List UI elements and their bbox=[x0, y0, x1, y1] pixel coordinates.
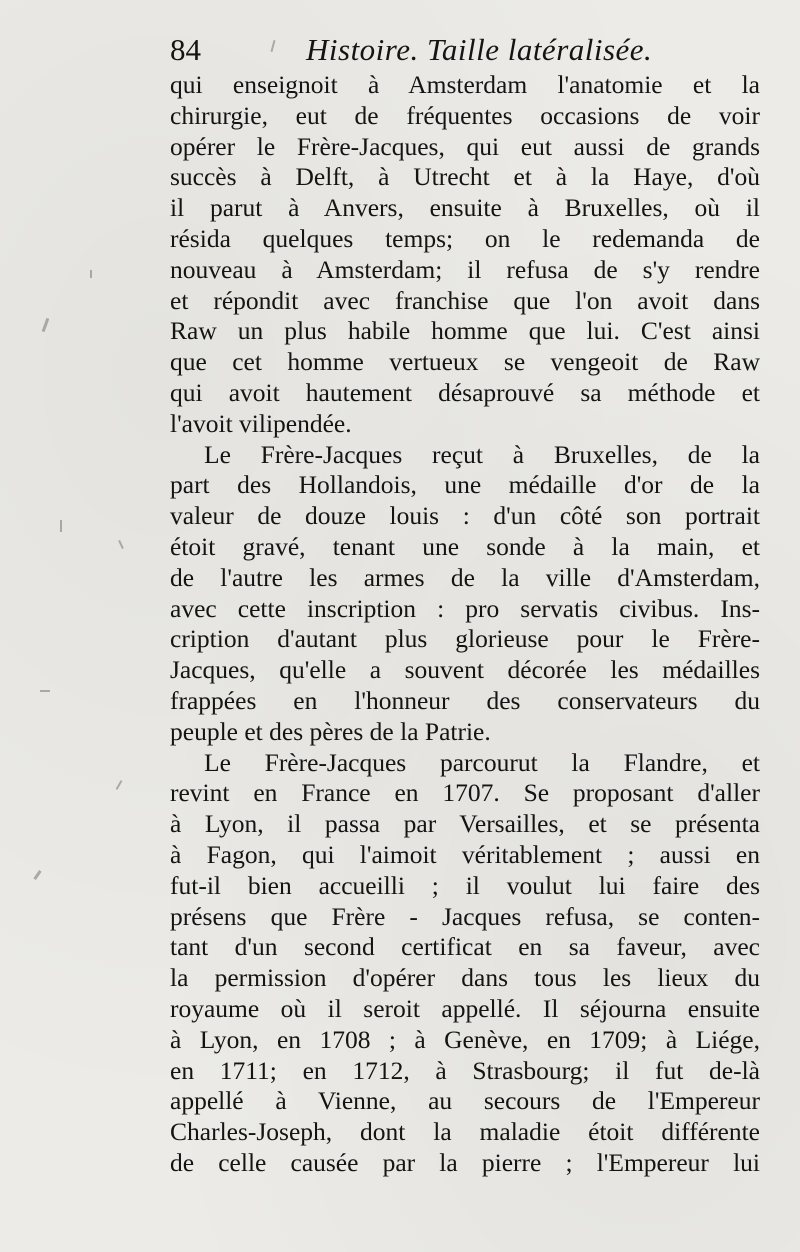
text-line: l'avoit vilipendée. bbox=[170, 408, 352, 438]
text-line: avec cette inscription : pro servatis civibus. Ins- bbox=[170, 593, 760, 623]
paper-speck bbox=[40, 690, 50, 692]
running-title: Histoire. Taille latéralisée. bbox=[306, 32, 653, 67]
text-line: opérer le Frère-Jacques, qui eut aussi de grands bbox=[170, 131, 760, 161]
paper-speck bbox=[90, 270, 92, 278]
page-number: 84 bbox=[170, 32, 201, 67]
text-line: frappées en l'honneur des conservateurs du bbox=[170, 685, 760, 715]
paragraph-first-line: Le Frère-Jacques reçut à Bruxelles, de la bbox=[204, 439, 760, 469]
text-line: peuple et des pères de la Patrie. bbox=[170, 716, 491, 746]
text-line: cription d'autant plus glorieuse pour le Frère- bbox=[170, 624, 760, 654]
text-line: royaume où il seroit appellé. Il séjourna ensuite bbox=[170, 993, 760, 1023]
text-line: succès à Delft, à Utrecht et à la Haye, d'où bbox=[170, 162, 760, 192]
text-line: la permission d'opérer dans tous les lieux du bbox=[170, 963, 760, 993]
text-line: présens que Frère - Jacques refusa, se conten- bbox=[170, 901, 760, 931]
text-line: à Fagon, qui l'aimoit véritablement ; aussi en bbox=[170, 839, 760, 869]
paper-speck bbox=[116, 780, 123, 790]
text-line: qui avoit hautement désaprouvé sa méthode et bbox=[170, 377, 760, 407]
page-header bbox=[170, 30, 760, 70]
text-line: part des Hollandois, une médaille d'or de la bbox=[170, 470, 760, 500]
text-line: de l'autre les armes de la ville d'Amsterdam, bbox=[170, 562, 760, 592]
text-line: étoit gravé, tenant une sonde à la main, et bbox=[170, 531, 760, 561]
text-line: Raw un plus habile homme que lui. C'est ainsi bbox=[170, 316, 760, 346]
text-line: Jacques, qu'elle a souvent décorée les médailles bbox=[170, 655, 760, 685]
text-line: nouveau à Amsterdam; il refusa de s'y rendre bbox=[170, 254, 760, 284]
paper-speck bbox=[118, 540, 124, 549]
body-text bbox=[170, 70, 760, 1179]
text-line: fut-il bien accueilli ; il voulut lui faire des bbox=[170, 870, 760, 900]
text-line: qui enseignoit à Amsterdam l'anatomie et la bbox=[170, 70, 760, 99]
paper-speck bbox=[60, 520, 62, 532]
text-line: revint en France en 1707. Se proposant d'aller bbox=[170, 778, 760, 808]
paragraph-first-line: Le Frère-Jacques parcourut la Flandre, et bbox=[204, 747, 760, 777]
text-line: chirurgie, eut de fréquentes occasions de voir bbox=[170, 100, 760, 130]
paper-speck bbox=[42, 318, 50, 332]
text-line: il parut à Anvers, ensuite à Bruxelles, où il bbox=[170, 193, 760, 223]
text-line: tant d'un second certificat en sa faveur, avec bbox=[170, 932, 760, 962]
text-line: que cet homme vertueux se vengeoit de Raw bbox=[170, 347, 760, 377]
text-line: valeur de douze louis : d'un côté son portrait bbox=[170, 501, 760, 531]
text-line: et répondit avec franchise que l'on avoit dans bbox=[170, 285, 760, 315]
text-line: appellé à Vienne, au secours de l'Empereur bbox=[170, 1086, 760, 1116]
text-line: de celle causée par la pierre ; l'Empereur lui bbox=[170, 1147, 760, 1177]
paper-speck bbox=[33, 870, 41, 880]
text-line: à Lyon, il passa par Versailles, et se présenta bbox=[170, 809, 760, 839]
text-line: Charles-Joseph, dont la maladie étoit différente bbox=[170, 1117, 760, 1147]
text-line: résida quelques temps; on le redemanda de bbox=[170, 223, 760, 253]
text-line: à Lyon, en 1708 ; à Genève, en 1709; à Liége, bbox=[170, 1024, 760, 1054]
text-line: en 1711; en 1712, à Strasbourg; il fut de-là bbox=[170, 1055, 760, 1085]
